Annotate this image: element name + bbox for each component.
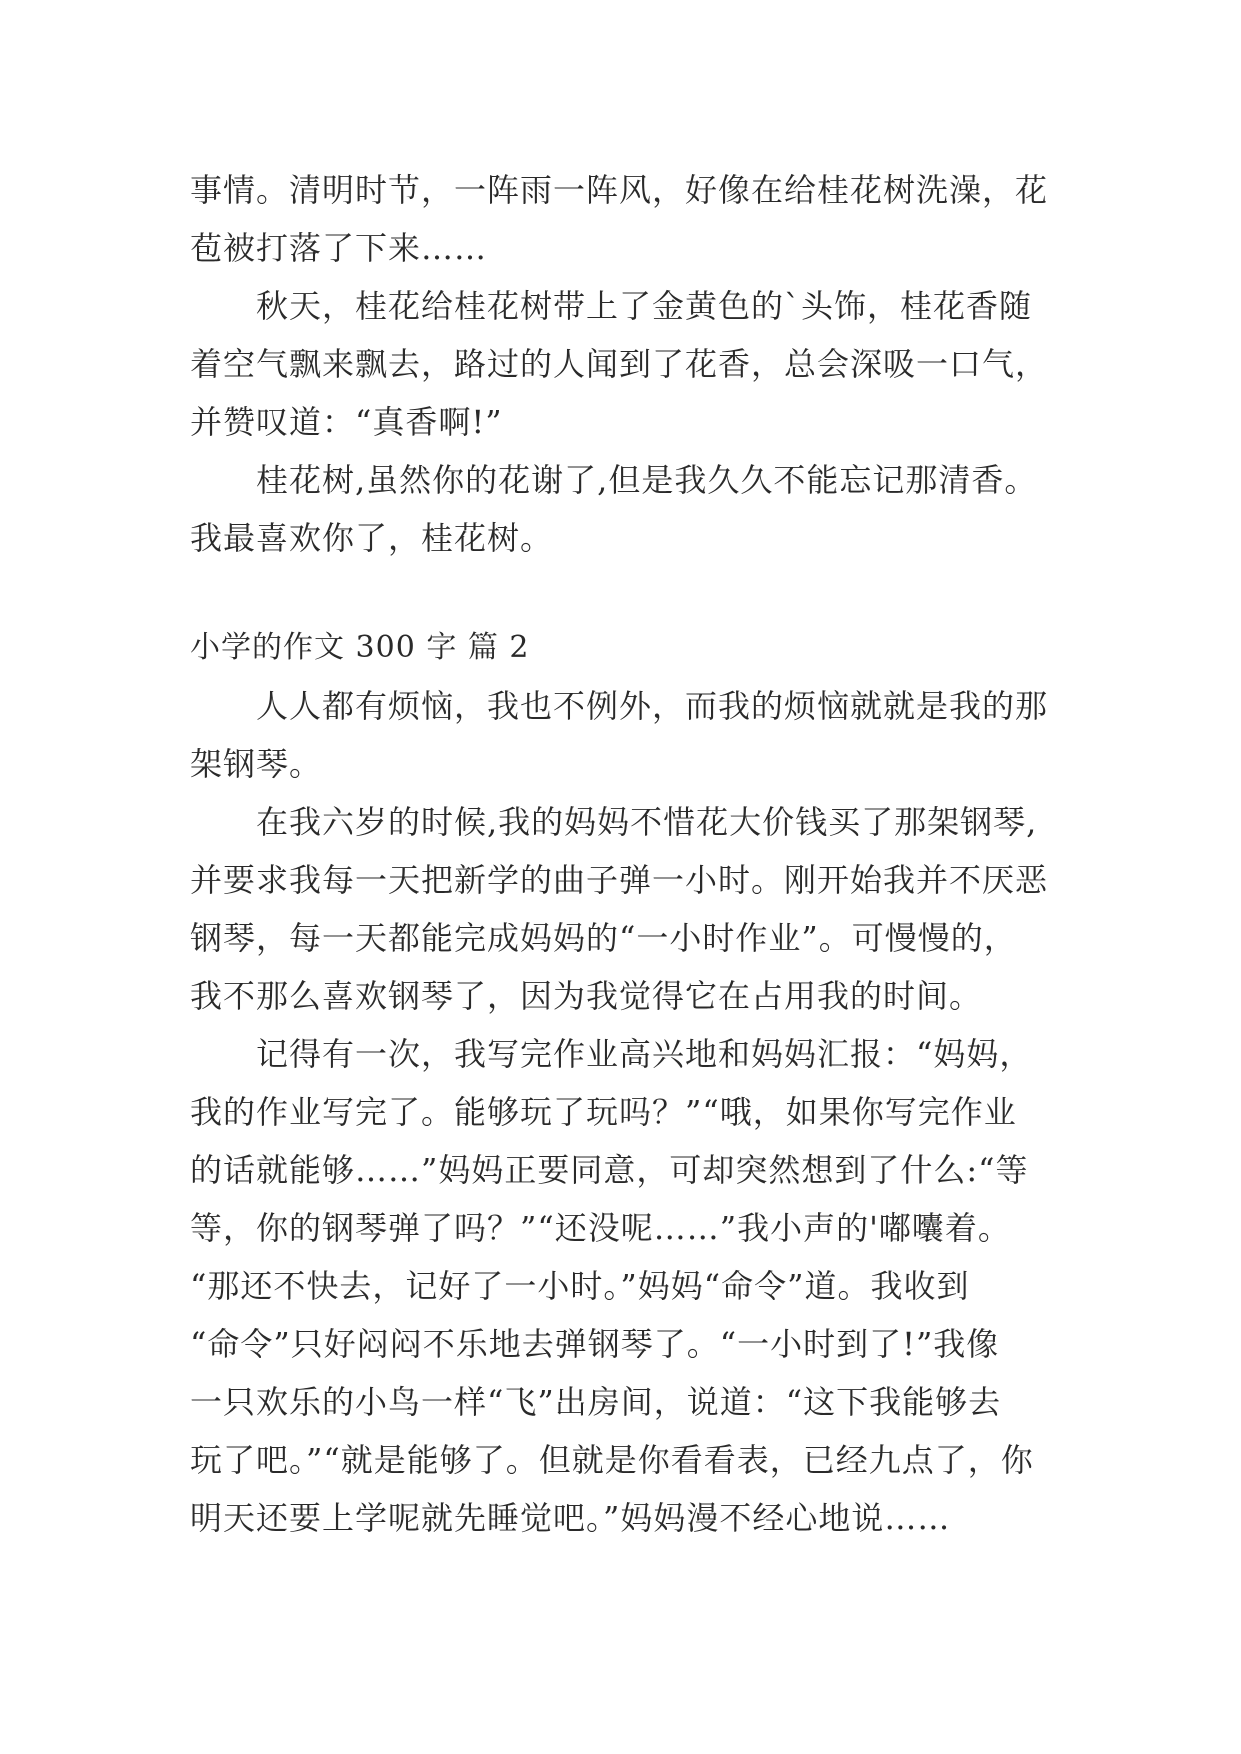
paragraph-line: 并赞叹道：“真香啊!” (190, 403, 503, 441)
paragraph-line: 我不那么喜欢钢琴了，因为我觉得它在占用我的时间。 (190, 977, 983, 1015)
paragraph-line: 架钢琴。 (190, 745, 323, 783)
paragraph-line: “命令”只好闷闷不乐地去弹钢琴了。“一小时到了!”我像 (190, 1325, 1000, 1363)
paragraph-line: 明天还要上学呢就先睡觉吧。”妈妈漫不经心地说…… (190, 1499, 951, 1537)
paragraph-line: 的话就能够……”妈妈正要同意，可却突然想到了什么:“等 (190, 1151, 1029, 1189)
section-heading: 小学的作文 300 字 篇 2 (190, 630, 530, 665)
paragraph-line: 并要求我每一天把新学的曲子弹一小时。刚开始我并不厌恶 (190, 861, 1049, 899)
paragraph-line: 我最喜欢你了，桂花树。 (190, 519, 554, 557)
paragraph-line: 玩了吧。”“就是能够了。但就是你看看表，已经九点了，你 (190, 1441, 1034, 1479)
paragraph-line: 在我六岁的时候,我的妈妈不惜花大价钱买了那架钢琴, (256, 803, 1038, 841)
paragraph-line: 秋天，桂花给桂花树带上了金黄色的`头饰，桂花香随 (256, 287, 1033, 325)
paragraph-line: 等，你的钢琴弹了吗？”“还没呢……”我小声的'嘟囔着。 (190, 1209, 1011, 1247)
paragraph-line: 事情。清明时节，一阵雨一阵风，好像在给桂花树洗澡，花 (190, 171, 1049, 209)
paragraph-line: 苞被打落了下来…… (190, 229, 488, 267)
paragraph-line: 人人都有烦恼，我也不例外，而我的烦恼就就是我的那 (256, 687, 1049, 725)
paragraph-line: 桂花树,虽然你的花谢了,但是我久久不能忘记那清香。 (256, 461, 1038, 499)
paragraph-line: 一只欢乐的小鸟一样“飞”出房间，说道：“这下我能够去 (190, 1383, 1002, 1421)
paragraph-line: 钢琴，每一天都能完成妈妈的“一小时作业”。可慢慢的， (190, 919, 1017, 957)
paragraph-line: 我的作业写完了。能够玩了玩吗？”“哦，如果你写完作业 (190, 1093, 1017, 1131)
paragraph-line: 记得有一次，我写完作业高兴地和妈妈汇报：“妈妈， (256, 1035, 1033, 1073)
paragraph-line: “那还不快去，记好了一小时。”妈妈“命令”道。我收到 (190, 1267, 970, 1305)
paragraph-line: 着空气飘来飘去，路过的人闻到了花香，总会深吸一口气， (190, 345, 1049, 383)
